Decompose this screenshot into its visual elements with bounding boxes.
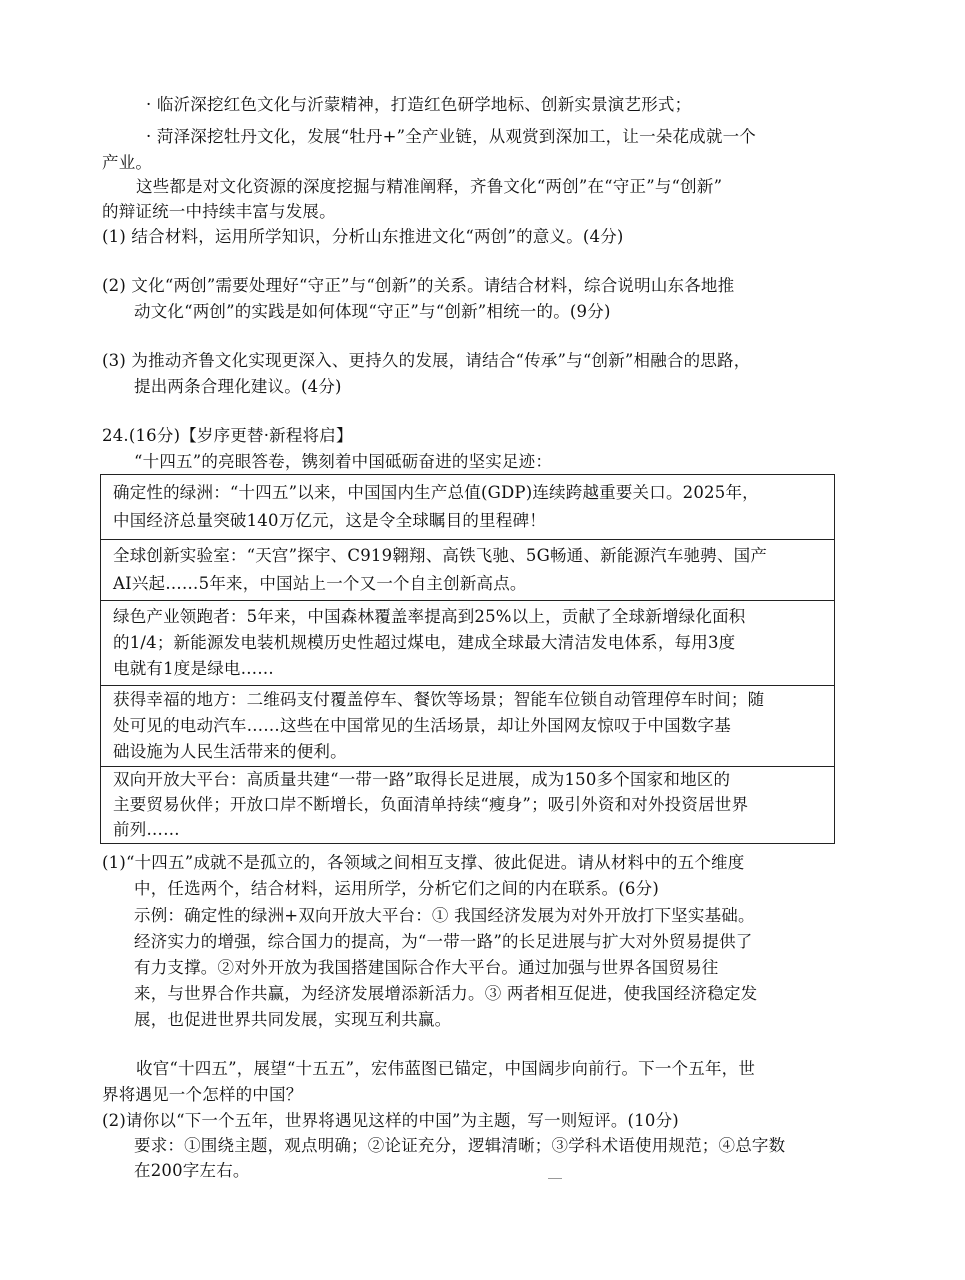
material-box — [100, 474, 835, 844]
example-line2: 经济实力的增强，综合国力的提高，为“一带一路”的长足进展与扩大对外贸易提供了 — [134, 932, 753, 951]
example-line5: 展，也促进世界共同发展，实现互利共赢。 — [134, 1010, 452, 1029]
q24-part1-cont: 中，任选两个，结合材料，运用所学，分析它们之间的内在联系。(6分) — [134, 879, 659, 898]
summary-line-cont: 的辩证统一中持续丰富与发展。 — [102, 202, 336, 221]
q23-part2-cont: 动文化“两创”的实践是如何体现“守正”与“创新”相统一的。(9分) — [134, 302, 611, 321]
summary-line: 这些都是对文化资源的深度挖掘与精准阐释，齐鲁文化“两创”在“守正”与“创新” — [136, 177, 723, 196]
bullet-heze-cont: 产业。 — [102, 153, 153, 172]
box-opening-line2: 主要贸易伙伴；开放口岸不断增长，负面清单持续“瘦身”；吸引外资和对外投资居世界 — [113, 795, 749, 814]
box-oasis-line2: 中国经济总量突破140万亿元，这是令全球瞩目的里程碑！ — [113, 511, 546, 530]
box-green-line2: 的1/4；新能源发电装机规模历史性超过煤电，建成全球最大清洁发电体系，每用3度 — [113, 633, 736, 652]
q23-part3-cont: 提出两条合理化建议。(4分) — [134, 377, 342, 396]
box-divider — [101, 766, 834, 767]
q24-part1: (1)“十四五”成就不是孤立的，各领域之间相互支撑、彼此促进。请从材料中的五个维度 — [102, 853, 745, 872]
transition-line1: 收官“十四五”，展望“十五五”，宏伟蓝图已锚定，中国阔步向前行。下一个五年，世 — [136, 1059, 756, 1078]
box-happiness-line1: 获得幸福的地方：二维码支付覆盖停车、餐饮等场景；智能车位锁自动管理停车时间；随 — [113, 690, 765, 709]
box-green-line1: 绿色产业领跑者：5年来，中国森林覆盖率提高到25%以上，贡献了全球新增绿化面积 — [113, 607, 746, 626]
q23-part2: (2) 文化“两创”需要处理好“守正”与“创新”的关系。请结合材料，综合说明山东各地推 — [102, 276, 735, 295]
q24-part2: (2)请你以“下一个五年，世界将遇见这样的中国”为主题，写一则短评。(10分) — [102, 1111, 679, 1130]
q24-heading: 24.(16分)【岁序更替·新程将启】 — [102, 426, 353, 445]
transition-line2: 界将遇见一个怎样的中国？ — [102, 1085, 303, 1104]
example-line1: 示例：确定性的绿洲+双向开放大平台：① 我国经济发展为对外开放打下坚实基础。 — [134, 906, 755, 925]
box-green-line3: 电就有1度是绿电…… — [113, 659, 274, 678]
q23-part3: (3) 为推动齐鲁文化实现更深入、更持久的发展，请结合“传承”与“创新”相融合的思路， — [102, 351, 751, 370]
box-divider — [101, 539, 834, 540]
requirements-line1: 要求：①围绕主题，观点明确；②论证充分，逻辑清晰；③学科术语使用规范；④总字数 — [134, 1136, 786, 1155]
box-opening-line1: 双向开放大平台：高质量共建“一带一路”取得长足进展，成为150多个国家和地区的 — [113, 770, 731, 789]
box-happiness-line2: 处可见的电动汽车……这些在中国常见的生活场景，却让外国网友惊叹于中国数字基 — [113, 716, 731, 735]
bullet-linyi: · 临沂深挖红色文化与沂蒙精神，打造红色研学地标、创新实景演艺形式； — [146, 95, 692, 114]
bullet-heze: · 菏泽深挖牡丹文化，发展“牡丹+”全产业链，从观赏到深加工，让一朵花成就一个 — [146, 127, 756, 146]
box-innovation-line2: AI兴起……5年来，中国站上一个又一个自主创新高点。 — [113, 574, 527, 593]
box-opening-line3: 前列…… — [113, 820, 180, 839]
q24-intro: “十四五”的亮眼答卷，镌刻着中国砥砺奋进的坚实足迹： — [134, 452, 553, 471]
box-innovation-line1: 全球创新实验室：“天宫”探宇、C919翱翔、高铁飞驰、5G畅通、新能源汽车驰骋、国产 — [113, 546, 768, 565]
example-line4: 来，与世界合作共赢，为经济发展增添新活力。③ 两者相互促进，使我国经济稳定发 — [134, 984, 758, 1003]
box-happiness-line3: 础设施为人民生活带来的便利。 — [113, 742, 347, 761]
scan-mark — [548, 1178, 562, 1179]
box-divider — [101, 600, 834, 601]
box-oasis-line1: 确定性的绿洲：“十四五”以来，中国国内生产总值(GDP)连续跨越重要关口。2025年， — [113, 483, 759, 502]
box-divider — [101, 685, 834, 686]
requirements-line2: 在200字左右。 — [134, 1161, 250, 1180]
q23-part1: (1) 结合材料，运用所学知识，分析山东推进文化“两创”的意义。(4分) — [102, 227, 624, 246]
example-line3: 有力支撑。②对外开放为我国搭建国际合作大平台。通过加强与世界各国贸易往 — [134, 958, 719, 977]
